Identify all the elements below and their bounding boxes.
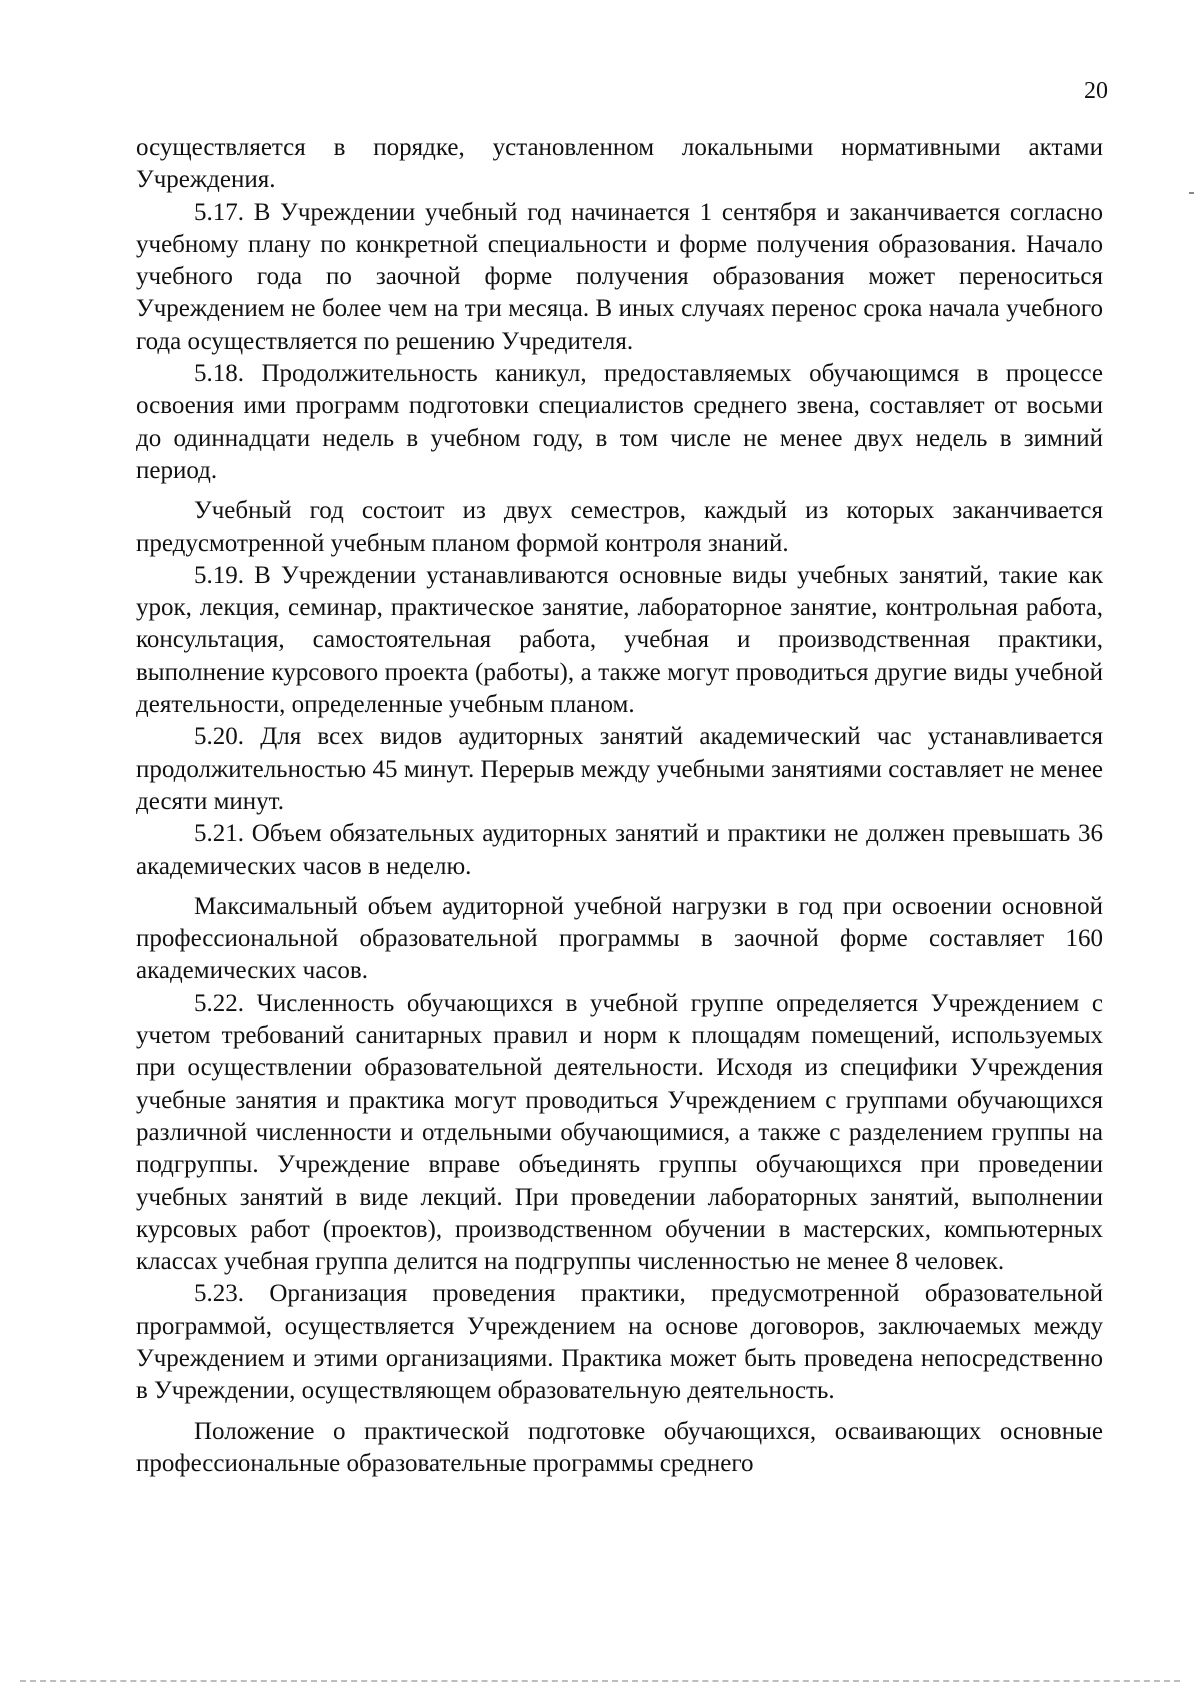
scan-artifact-mark (1189, 192, 1194, 194)
document-body (136, 132, 1103, 1480)
scan-bottom-edge (20, 1680, 1180, 1682)
paragraph-5-23: 5.23. Организация проведения практики, предусмотренной образовательной программой, осуществляется Учреждением на основе договоров, заключаемых между Учреждением и этими организациями. Практика может быть проведена непосредственно в Учреждении, осуществляющем образовательную деятельность. (136, 1280, 1103, 1405)
paragraph-practice-regulation: Положение о практической подготовке обучающихся, осваивающих основные профессиональные образовательные программы среднего (136, 1417, 1103, 1477)
paragraph-5-17: 5.17. В Учреждении учебный год начинается 1 сентября и заканчивается согласно учебному плану по конкретной специальности и форме получения образования. Начало учебного года по заочной форме получения образования может переноситься Учреждением не более чем на три месяца. В иных случаях перенос срока начала учебного года осуществляется по решению Учредителя. (136, 198, 1103, 355)
paragraph-5-18: 5.18. Продолжительность каникул, предоставляемых обучающимся в процессе освоения ими программ подготовки специалистов среднего звена, составляет от восьми до одиннадцати недель в учебном году, в том числе не менее двух недель в зимний период. (136, 360, 1103, 484)
paragraph-5-21: 5.21. Объем обязательных аудиторных занятий и практики не должен превышать 36 академических часов в неделю. (136, 820, 1103, 880)
paragraph-5-21-load: Максимальный объем аудиторной учебной нагрузки в год при освоении основной профессиональной образовательной программы в заочной форме составляет 160 академических часов. (136, 892, 1103, 985)
paragraph-5-20: 5.20. Для всех видов аудиторных занятий академический час устанавливается продолжительностью 45 минут. Перерыв между учебными занятиями составляет не менее десяти минут. (136, 723, 1103, 815)
page-number: 20 (1084, 78, 1108, 104)
paragraph-5-22: 5.22. Численность обучающихся в учебной группе определяется Учреждением с учетом требований санитарных правил и норм к площадям помещений, используемых при осуществлении образовательной деятельности. Исходя из специфики Учреждения учебные занятия и практика могут проводиться Учреждением с группами обучающихся различной численности и отдельными обучающимися, а также с разделением группы на подгруппы. Учреждение вправе объединять группы обучающихся при проведении учебных занятий в виде лекций. При проведении лабораторных занятий, выполнении курсовых работ (проектов), производственном обучении в мастерских, компьютерных классах учебная группа делится на подгруппы численностью не менее 8 человек. (136, 989, 1103, 1276)
paragraph-5-19: 5.19. В Учреждении устанавливаются основные виды учебных занятий, такие как урок, лекция, семинар, практическое занятие, лабораторное занятие, контрольная работа, консультация, самостоятельная работа, учебная и производственная практики, выполнение курсового проекта (работы), а также могут проводиться другие виды учебной деятельности, определенные учебным планом. (136, 561, 1103, 719)
paragraph-continuation: осуществляется в порядке, установленном локальными нормативными актами Учреждения. (136, 134, 1103, 194)
paragraph-5-18-semesters: Учебный год состоит из двух семестров, каждый из которых заканчивается предусмотренной учебным планом формой контроля знаний. (136, 497, 1103, 557)
